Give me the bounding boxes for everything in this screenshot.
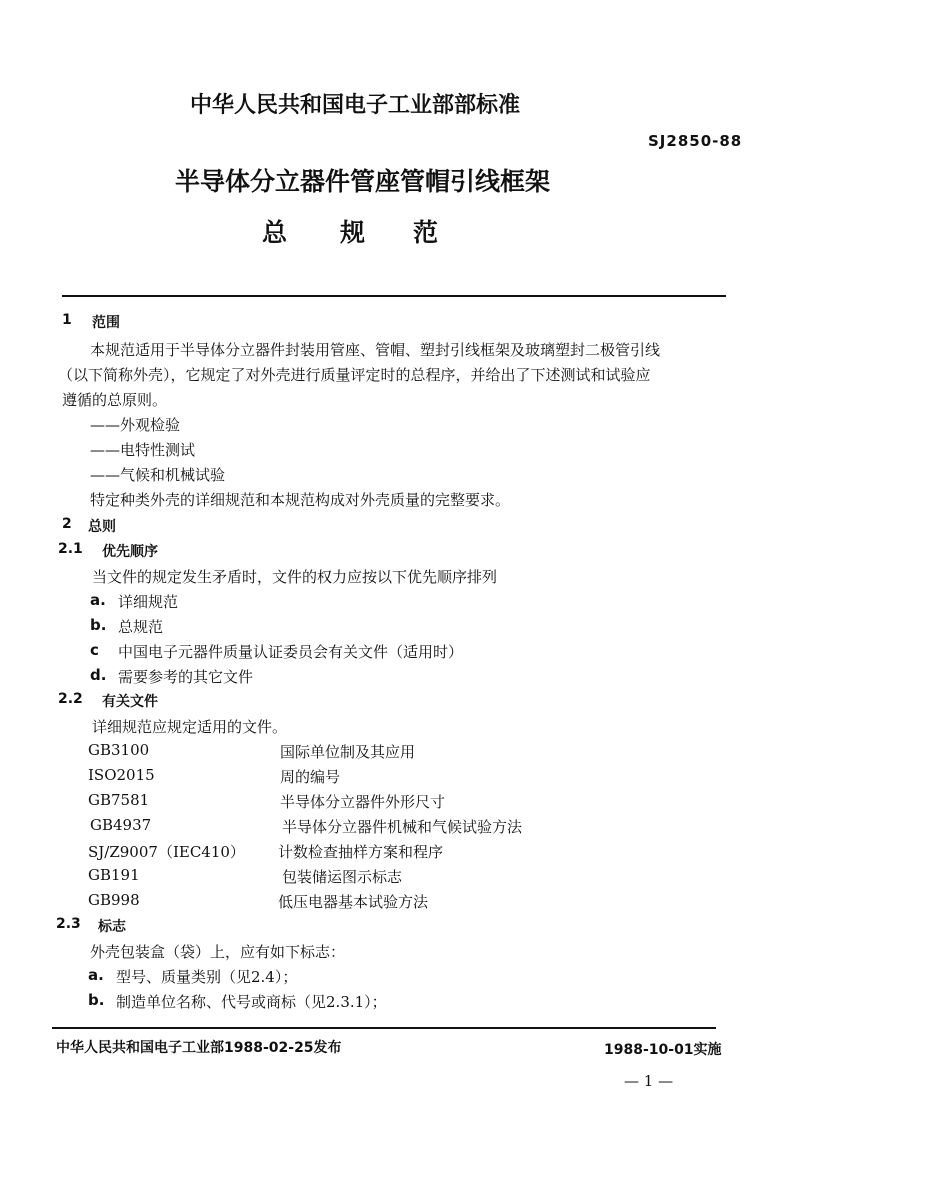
subtitle-char-2: 规: [340, 218, 366, 247]
priority-item-d-letter: d.: [90, 666, 107, 684]
effective-date: 1988-10-01实施: [604, 1042, 722, 1058]
section-1-heading: 范围: [92, 315, 120, 331]
section-1-item-1: ——外观检验: [90, 416, 181, 434]
doc-row-4-title: 半导体分立器件机械和气候试验方法: [282, 818, 523, 836]
section-2-heading: 总则: [88, 519, 116, 535]
priority-item-b-text: 总规范: [118, 618, 164, 636]
doc-row-3-code: GB7581: [88, 791, 150, 809]
ministry-standard-heading: 中华人民共和国电子工业部部标准: [190, 93, 521, 118]
marking-item-a-text: 型号、质量类别（见2.4）；: [116, 968, 298, 986]
doc-row-6-code: GB191: [88, 866, 140, 884]
priority-item-a-text: 详细规范: [118, 593, 179, 611]
section-2-3-number: 2.3: [56, 916, 81, 932]
priority-item-c-text: 中国电子元器件质量认证委员会有关文件（适用时）: [118, 643, 464, 661]
doc-row-1-code: GB3100: [88, 741, 150, 759]
doc-row-5-code: SJ/Z9007（IEC410）: [88, 843, 245, 861]
section-1-closing: 特定种类外壳的详细规范和本规范构成对外壳质量的完整要求。: [90, 491, 511, 509]
marking-item-b-text: 制造单位名称、代号或商标（见2.3.1）；: [116, 993, 387, 1011]
priority-item-c-letter: c: [90, 641, 99, 659]
doc-row-1-title: 国际单位制及其应用: [280, 743, 416, 761]
priority-item-a-letter: a.: [90, 591, 106, 609]
section-2-2-intro: 详细规范应规定适用的文件。: [92, 718, 288, 736]
section-1-item-2: ——电特性测试: [90, 441, 196, 459]
doc-row-7-title: 低压电器基本试验方法: [278, 893, 429, 911]
section-2-2-number: 2.2: [58, 691, 83, 707]
issue-date: 中华人民共和国电子工业部1988-02-25发布: [56, 1040, 342, 1056]
section-2-3-intro: 外壳包装盒（袋）上，应有如下标志：: [90, 943, 346, 961]
doc-row-2-code: ISO2015: [88, 766, 155, 784]
doc-row-7-code: GB998: [88, 891, 140, 909]
section-1-item-3: ——气候和机械试验: [90, 466, 226, 484]
section-2-1-intro: 当文件的规定发生矛盾时，文件的权力应按以下优先顺序排列: [92, 568, 498, 586]
section-2-2-heading: 有关文件: [102, 694, 158, 710]
document-title: 半导体分立器件管座管帽引线框架: [175, 167, 551, 196]
subtitle-char-3: 范: [413, 218, 439, 247]
subtitle-char-1: 总: [262, 218, 288, 247]
section-2-3-heading: 标志: [98, 919, 126, 935]
doc-row-2-title: 周的编号: [280, 768, 341, 786]
doc-row-3-title: 半导体分立器件外形尺寸: [280, 793, 446, 811]
section-1-para-line-2: （以下简称外壳），它规定了对外壳进行质量评定时的总程序，并给出了下述测试和试验应: [58, 366, 651, 384]
section-2-1-number: 2.1: [58, 541, 83, 557]
priority-item-b-letter: b.: [90, 616, 107, 634]
section-1-para-line-3: 遵循的总原则。: [62, 391, 168, 409]
doc-row-5-title: 计数检查抽样方案和程序: [278, 843, 444, 861]
standard-code: SJ2850-88: [648, 132, 743, 150]
doc-row-4-code: GB4937: [90, 816, 152, 834]
footer-divider: [52, 1027, 716, 1029]
marking-item-a-letter: a.: [88, 966, 104, 984]
header-divider: [62, 295, 726, 297]
section-2-number: 2: [62, 516, 72, 532]
section-2-1-heading: 优先顺序: [102, 544, 158, 560]
page-number: — 1 —: [624, 1072, 674, 1090]
section-1-number: 1: [62, 312, 72, 328]
marking-item-b-letter: b.: [88, 991, 105, 1009]
section-1-para-line-1: 本规范适用于半导体分立器件封装用管座、管帽、塑封引线框架及玻璃塑封二极管引线: [90, 341, 661, 359]
doc-row-6-title: 包装储运图示标志: [282, 868, 403, 886]
priority-item-d-text: 需要参考的其它文件: [118, 668, 254, 686]
